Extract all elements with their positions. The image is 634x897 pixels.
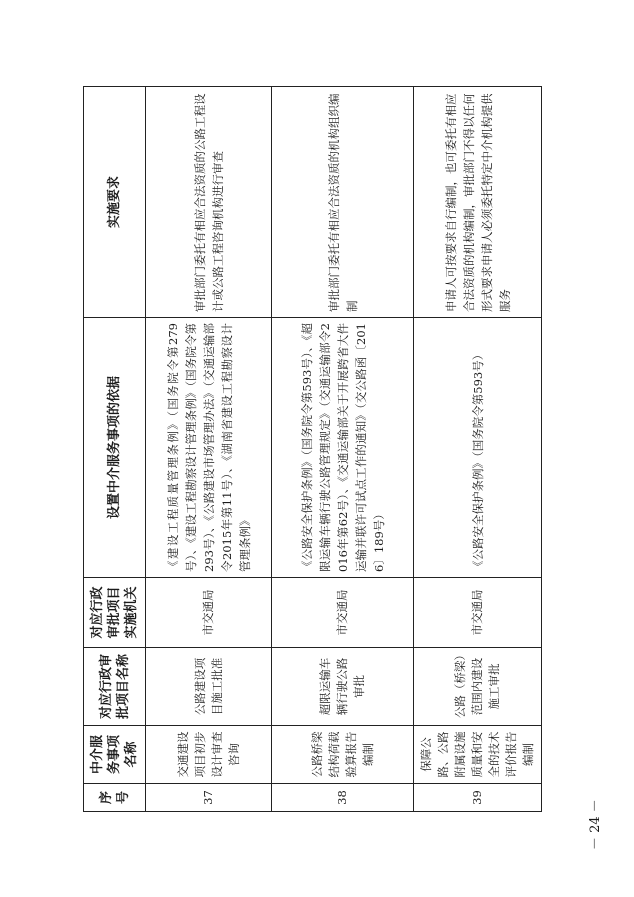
cell-service: 交通建设项目初步设计审查咨询: [146, 726, 272, 784]
cell-basis: 《公路安全保护条例》（国务院令第593号）、《超限运输车辆行驶公路管理规定》（交通运输部令2016年第62号）、《交通运输部关于开展跨省大件运输并联许可试点工作的通知》（交公路函〔2016〕189号）: [272, 318, 414, 578]
cell-agency: 市交通局: [146, 578, 272, 648]
cell-agency: 市交通局: [272, 578, 414, 648]
table-row: [146, 87, 272, 812]
cell-approval: 公路（桥梁）范围内建设施工审批: [414, 648, 542, 726]
header-requirement: 实施要求: [84, 87, 146, 318]
header-agency: 对应行政审批项目实施机关: [84, 578, 146, 648]
cell-requirement: 申请人可按要求自行编制，也可委托有相应合法资质的机构编制，审批部门不得以任何形式要求申请人必须委托特定中介机构提供服务: [414, 87, 542, 318]
cell-basis: 《建设工程质量管理条例》（国务院令第279号）、《建设工程勘察设计管理条例》（国务院令第293号）、《公路建设市场管理办法》（交通运输部令2015年第11号）、《湖南省建设工程勘察设计管理条例》: [146, 318, 272, 578]
cell-requirement: 审批部门委托有相应合法资质的机构组织编制: [272, 87, 414, 318]
cell-seq: 39: [414, 784, 542, 812]
cell-seq: 38: [272, 784, 414, 812]
cell-basis: 《公路安全保护条例》（国务院令第593号）: [414, 318, 542, 578]
cell-approval: 超限运输车辆行驶公路审批: [272, 648, 414, 726]
cell-agency: 市交通局: [414, 578, 542, 648]
header-seq: 序号: [84, 784, 146, 812]
cell-seq: 37: [146, 784, 272, 812]
table-row: [272, 87, 414, 812]
header-approval: 对应行政审批项目名称: [84, 648, 146, 726]
header-basis: 设置中介服务事项的依据: [84, 318, 146, 578]
header-service: 中介服务事项名称: [84, 726, 146, 784]
rotated-table-container: [83, 87, 535, 812]
cell-service: 公路桥梁结构荷载验算报告编制: [272, 726, 414, 784]
table-row: [414, 87, 542, 812]
page-number: － 24 －: [588, 799, 603, 850]
header-row: [84, 87, 146, 812]
service-table: [83, 86, 542, 812]
cell-requirement: 审批部门委托有相应合法资质的公路工程设计或公路工程咨询机构进行审查: [146, 87, 272, 318]
cell-service: 保障公路、公路附属设施质量和安全的技术评价报告编制: [414, 726, 542, 784]
cell-approval: 公路建设项目施工批准: [146, 648, 272, 726]
